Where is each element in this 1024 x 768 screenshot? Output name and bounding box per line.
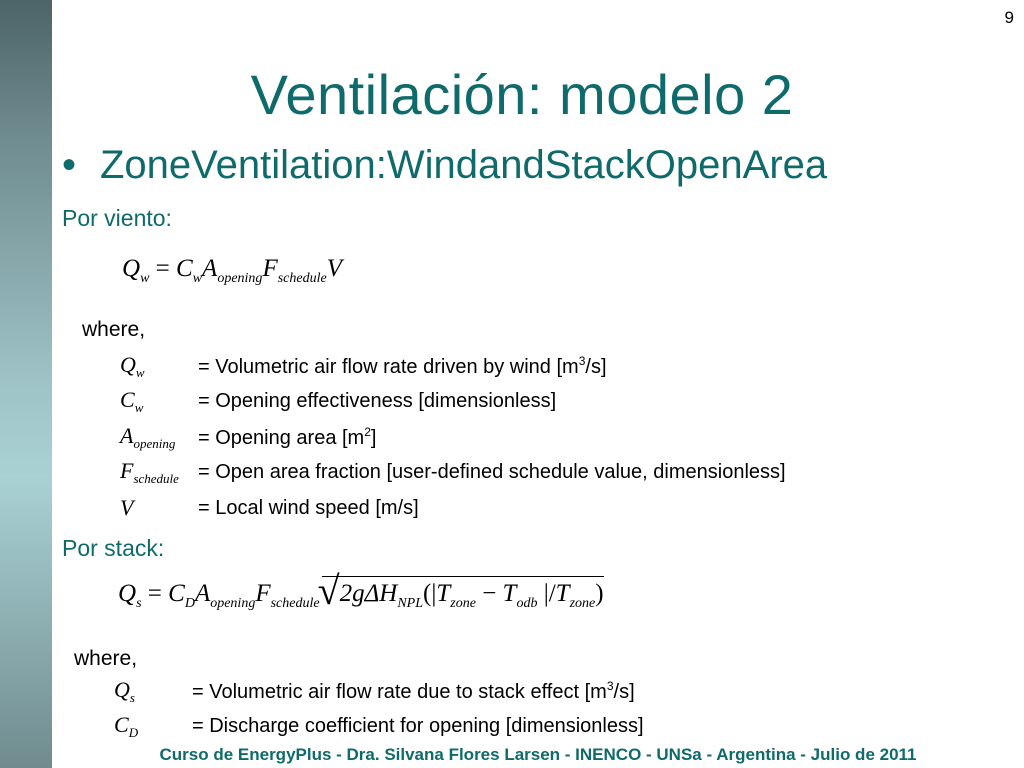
wind-where-label: where,: [82, 318, 146, 341]
slide-title: Ventilación: modelo 2: [250, 63, 794, 126]
stack-where-label: where,: [74, 647, 138, 670]
wind-section-label: Por viento:: [62, 205, 172, 231]
wind-definition-row: [120, 492, 419, 524]
stack-section-label: Por stack:: [62, 535, 165, 561]
wind-definition-row: [120, 386, 556, 418]
wind-equation: $Q_w = C_wA_{opening}F_{schedule}V$: [122, 255, 342, 286]
stack-equation: $Q_s = C_DA_{opening}F_{schedule}$ √ $2g\Delta H_{NPL}(|T_{zone} - T_{odb}$ $|/T_{zone}$): [118, 576, 604, 621]
bullet-item: [62, 143, 827, 188]
wind-definition-symbol: $Q_w$: [120, 351, 145, 380]
wind-definition-symbol: $A_{opening}$: [120, 422, 176, 451]
wind-definition-row: [120, 457, 786, 489]
wind-definition-text: = Opening area $[m^2]$: [198, 424, 377, 449]
wind-definition-text: = Volumetric air flow rate driven by wind $[m^3/s]$: [198, 353, 607, 378]
stack-definition-row: [114, 675, 635, 707]
wind-definition-text: = Open area fraction [user-defined schedule value, dimensionless]: [198, 461, 786, 483]
wind-definition-text: = Opening effectiveness [dimensionless]: [198, 390, 557, 412]
wind-definition-row: [120, 421, 376, 453]
stack-definition-row: [114, 710, 644, 742]
bullet-marker: •: [62, 143, 77, 187]
slide-number: 9: [1004, 8, 1014, 27]
stack-definition-text: = Discharge coefficient for opening [dimensionless]: [192, 714, 644, 737]
wind-definition-text: = Local wind speed [m/s]: [198, 496, 419, 519]
stack-definition-text: = Volumetric air flow rate due to stack effect $[m^3/s]$: [192, 678, 635, 703]
wind-definition-row: [120, 350, 607, 382]
wind-definition-symbol: V: [120, 495, 134, 520]
stack-definition-symbol: $C_D$: [114, 711, 139, 740]
stack-definition-symbol: $Q_s$: [114, 676, 135, 705]
bullet-text: ZoneVentilation:WindandStackOpenArea: [100, 143, 828, 187]
wind-definition-symbol: $C_w$: [120, 387, 144, 415]
footer-credit: Curso de EnergyPlus - Dra. Silvana Flores Larsen - INENCO - UNSa - Argentina - Julio de 2011: [159, 745, 917, 764]
wind-definition-symbol: $F_{schedule}$: [120, 458, 179, 486]
